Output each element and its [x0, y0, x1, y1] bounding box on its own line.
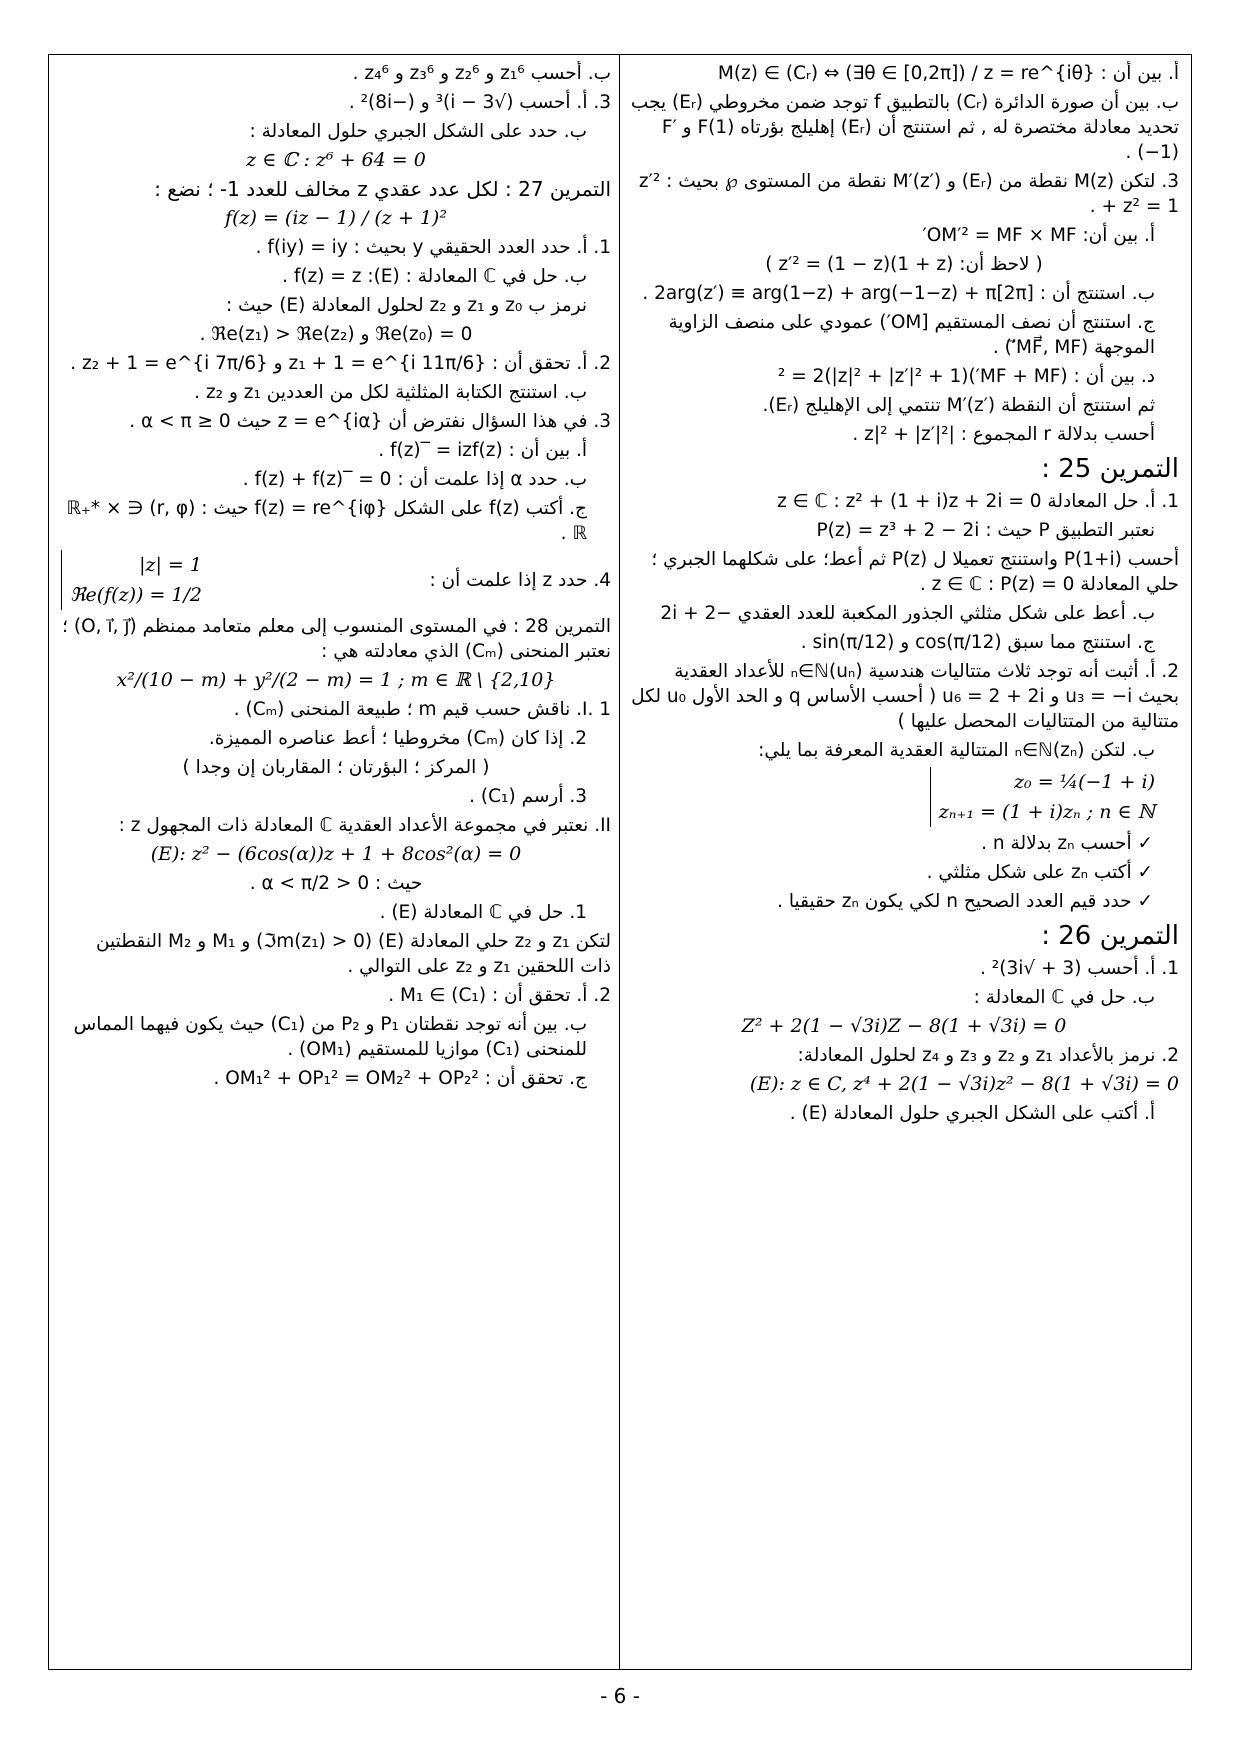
- text-line: ب. أحسب z₁⁶ و z₂⁶ و z₃⁶ و z₄⁶ .: [352, 63, 611, 84]
- text-line: ب. أعط على شكل مثلثي الجذور المكعبة للعدد العقدي −2 + 2i: [660, 603, 1155, 624]
- check-item: ✓ أحسب zₙ بدلالة n .: [981, 833, 1153, 854]
- right-column: [629, 61, 1179, 1663]
- exercise-heading-26: التمرين 26 :: [1041, 921, 1179, 951]
- text-line: 2. أ. تحقق أن : z₁ + 1 = e^{i 11π/6} و z₂ + 1 = e^{i 7π/6} .: [70, 353, 611, 374]
- text-line: 2. أ. تحقق أن : M₁ ∈ (C₁) .: [388, 985, 611, 1006]
- left-column: [61, 61, 611, 1663]
- text-line: ℜe(z₀) = 0 و ℜe(z₁) > ℜe(z₂) .: [199, 324, 473, 345]
- text-line: 4. حدد z إذا علمت أن :: [429, 569, 611, 591]
- text-line: ب. حل في ℂ المعادلة : (E): f(z) = z .: [282, 266, 587, 287]
- system-brace: [61, 550, 202, 610]
- text-line: ثم استنتج أن النقطة M′(z′) تنتمي إلى الإهليلج (Eᵣ).: [762, 395, 1155, 416]
- text-line: I. 1. ناقش حسب قيم m ؛ طبيعة المنحنى (Cₘ) .: [233, 699, 611, 720]
- text-line: نعتبر التطبيق P حيث : P(z) = z³ + 2 − 2i: [816, 520, 1155, 541]
- text-line: 3. لتكن M(z) نقطة من (Eᵣ) و M′(z′) نقطة من المستوى ℘ بحيث : z′² + z² = 1 .: [638, 171, 1179, 217]
- text-line: 1. حل في ℂ المعادلة (E) .: [379, 902, 587, 923]
- text-line: ج. تحقق أن : OM₁² + OP₁² = OM₂² + OP₂² .: [213, 1068, 587, 1089]
- exercise-heading-27: التمرين 27 : لكل عدد عقدي z مخالف للعدد 1- ؛ نضع :: [154, 177, 611, 201]
- check-item: ✓ حدد قيم العدد الصحيح n لكي يكون zₙ حقيقيا .: [777, 891, 1153, 912]
- text-line: 1. أ. أحسب (3 + √3i)² .: [980, 958, 1179, 979]
- exercise-heading-25: التمرين 25 :: [1041, 454, 1179, 484]
- text-line: ب. بين أن صورة الدائرة (Cᵣ) بالتطبيق f توجد ضمن مخروطي (Eᵣ) يجب تحديد معادلة مختصرة له , ثم استنتج أن (Eᵣ) إهليلج بؤرتاه F(1) و F′(−1) .: [630, 92, 1179, 163]
- text-line: أ. بين أن: OM′² = MF × MF′: [922, 225, 1155, 246]
- sequence-system: [629, 767, 1179, 827]
- text-line: د. بين أن : (MF + MF′)² = 2(|z|² + |z′|² + 1): [777, 366, 1155, 387]
- text-line: 3. أرسم (C₁) .: [469, 786, 587, 807]
- text-line: 1. أ. حل المعادلة z ∈ ℂ : z² + (1 + i)z + 2i = 0: [777, 491, 1179, 512]
- text-line: نرمز ب z₀ و z₁ و z₂ لحلول المعادلة (E) حيث :: [226, 295, 587, 316]
- text-line: ب. حدد α إذا علمت أن : f(z) + f(z)‾ = 0 .: [242, 469, 587, 490]
- text-line: حيث : 0 < α < π/2 .: [249, 873, 423, 894]
- text-line: أ. بين أن : f(z)‾ = izf(z) .: [378, 440, 587, 461]
- exercise-heading-28: التمرين 28 : في المستوى المنسوب إلى معلم متعامد ممنظم (O, i⃗, j⃗) ؛ نعتبر المنحنى (Cₘ) الذي معادلته هي :: [62, 616, 611, 662]
- system-line: z₀ = ¼(−1 + i): [1014, 771, 1155, 793]
- system-brace: [930, 767, 1155, 827]
- text-line: ج. استنتج مما سبق cos(π/12) و sin(π/12) .: [800, 632, 1155, 653]
- text-line: أحسب بدلالة r المجموع : |z|² + |z′|² .: [852, 424, 1155, 445]
- system-line: zₙ₊₁ = (1 + i)zₙ ; n ∈ ℕ: [938, 801, 1155, 823]
- text-line: ب. لتكن (zₙ)ₙ∈ℕ المتتالية العقدية المعرفة بما يلي:: [758, 740, 1155, 761]
- system-line: ℜe(f(z)) = 1/2: [70, 584, 202, 606]
- text-line: 2. أ. أثبت أنه توجد ثلاث متتاليات هندسية (uₙ)ₙ∈ℕ للأعداد العقدية بحيث u₃ = −i و u₆ = 2 + 2i ( أحسب الأساس q و الحد الأول u₀ لكل متتالية من المتتاليات المحصل عليها ): [631, 661, 1179, 732]
- text-line: أ. بين أن : M(z) ∈ (Cᵣ) ⇔ (∃θ ∈ [0,2π]) / z = re^{iθ}: [717, 63, 1179, 84]
- text-line: لتكن z₁ و z₂ حلي المعادلة (E) (ℑm(z₁) > 0) و M₁ و M₂ النقطتين ذات اللحقين z₁ و z₂ على التوالي .: [95, 931, 611, 977]
- page-frame: [48, 54, 1192, 1670]
- text-line: ( لاحظ أن: z′² = (1 − z)(1 + z) ): [765, 254, 1043, 275]
- check-item: ✓ أكتب zₙ على شكل مثلثي .: [926, 862, 1153, 883]
- page-number: - 6 -: [600, 1684, 640, 1708]
- text-line: 3. في هذا السؤال نفترض أن z = e^{iα} حيث 0 ≤ α < π .: [129, 411, 611, 432]
- text-line: أحسب P(1+i) واستنتج تعميلا ل P(z) ثم أعط؛ على شكلهما الجبري ؛ حلي المعادلة z ∈ ℂ : P(z) = 0 .: [651, 549, 1179, 595]
- text-line: 2. نرمز بالأعداد z₁ و z₂ و z₃ و z₄ لحلول المعادلة:: [797, 1045, 1179, 1066]
- system-line: |z| = 1: [139, 554, 202, 576]
- text-line: ب. حل في ℂ المعادلة :: [973, 987, 1155, 1008]
- text-line: ب. بين أنه توجد نقطتان P₁ و P₂ من (C₁) حيث يكون فيهما المماس للمنحنى (C₁) موازيا للمستقيم (OM₁) .: [73, 1014, 587, 1060]
- formula-line: z ∈ ℂ : z⁶ + 64 = 0: [246, 149, 426, 171]
- formula-line: x²/(10 − m) + y²/(2 − m) = 1 ; m ∈ ℝ \ {2,10}: [116, 669, 556, 691]
- text-line: 2. إذا كان (Cₘ) مخروطيا ؛ أعط عناصره المميزة.: [208, 728, 587, 749]
- formula-line: (E): z ∈ C, z⁴ + 2(1 − √3i)z² − 8(1 + √3i) = 0: [749, 1073, 1179, 1095]
- text-line: ج. استنتج أن نصف المستقيم [OM′) عمودي على منصف الزاوية الموجهة (MF⃗, MF′⃗) .: [668, 312, 1155, 358]
- text-line: ب. استنتج أن : 2arg(z′) ≡ arg(1−z) + arg(−1−z) + π[2π] .: [642, 283, 1155, 304]
- text-line: أ. أكتب على الشكل الجبري حلول المعادلة (E) .: [789, 1103, 1155, 1124]
- text-line: 3. أ. أحسب (√3 − i)³ و (−8i)² .: [348, 92, 611, 113]
- text-line: ب. استنتج الكتابة المثلثية لكل من العددين z₁ و z₂ .: [194, 382, 587, 403]
- text-line: 1. أ. حدد العدد الحقيقي y بحيث : f(iy) = iy .: [255, 237, 611, 258]
- formula-line: f(z) = (iz − 1) / (z + 1)²: [225, 207, 447, 229]
- column-divider: [619, 55, 620, 1669]
- question-4: [61, 550, 611, 610]
- formula-line: (E): z² − (6cos(α))z + 1 + 8cos²(α) = 0: [150, 843, 522, 865]
- formula-line: Z² + 2(1 − √3i)Z − 8(1 + √3i) = 0: [741, 1015, 1067, 1037]
- text-line: ( المركز ؛ البؤرتان ؛ المقاربان إن وجدا ): [182, 757, 490, 778]
- text-line: ب. حدد على الشكل الجبري حلول المعادلة :: [249, 121, 587, 142]
- text-line: ج. أكتب f(z) على الشكل f(z) = re^{iφ} حيث : (r, φ) ∈ ℝ₊* × ℝ .: [66, 498, 587, 544]
- text-line: II. نعتبر في مجموعة الأعداد العقدية ℂ المعادلة ذات المجهول z :: [118, 815, 611, 836]
